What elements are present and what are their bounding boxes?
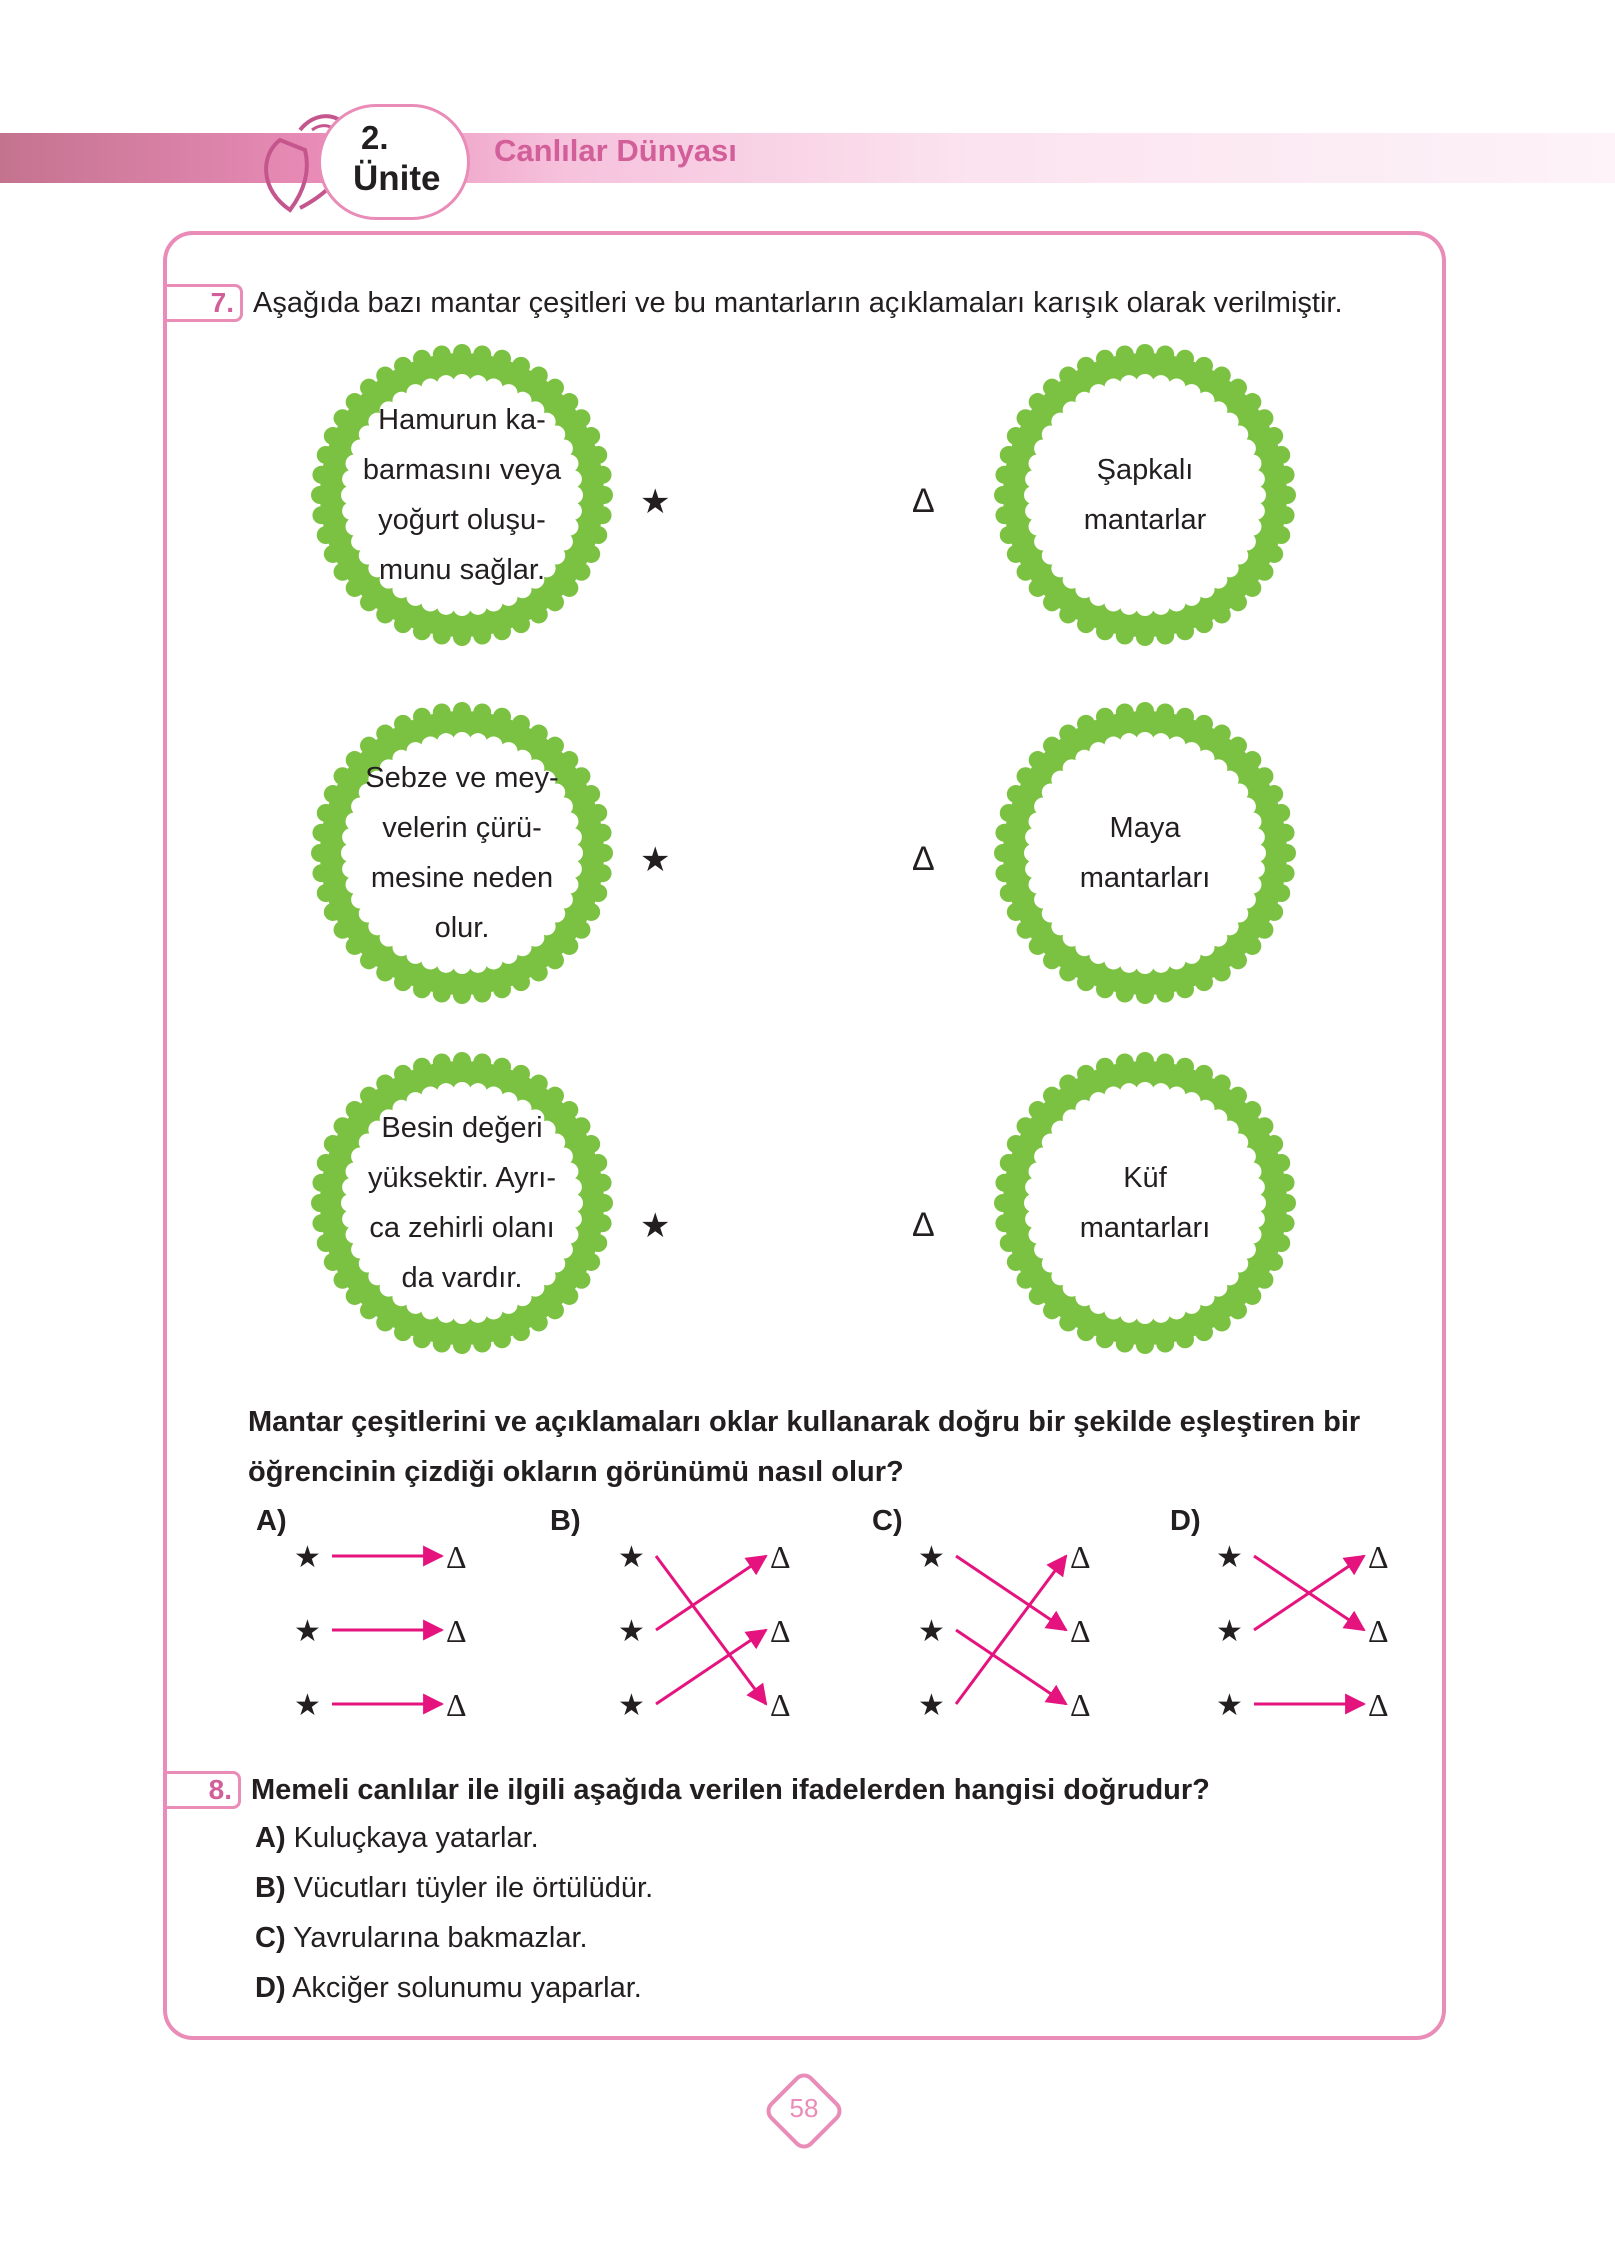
star-icon: ★: [1216, 1540, 1243, 1575]
triangle-icon: Δ: [912, 482, 935, 520]
option-c-label[interactable]: C): [872, 1505, 903, 1537]
answer-c[interactable]: C) Yavrularına bakmazlar.: [255, 1922, 588, 1954]
page-number: 58: [789, 2093, 819, 2123]
matching-arrow: [656, 1556, 766, 1704]
option-b-label[interactable]: B): [550, 1505, 581, 1537]
triangle-icon: Δ: [770, 1613, 791, 1649]
star-icon: ★: [294, 1540, 321, 1575]
star-icon: ★: [640, 483, 671, 521]
type-1-text: Şapkalı mantarlar: [1083, 454, 1207, 536]
triangle-icon: Δ: [1368, 1613, 1389, 1649]
star-icon: ★: [640, 841, 671, 879]
answer-a[interactable]: A) Kuluçkaya yatarlar.: [255, 1822, 539, 1854]
description-3-text: Besin değeri yüksektir. Ayrı- ca zehirli olanı da vardır.: [367, 1112, 557, 1294]
matching-arrow: [956, 1630, 1066, 1704]
matching-arrow: [956, 1556, 1066, 1630]
answer-d[interactable]: D) Akciğer solunumu yaparlar.: [255, 1972, 642, 2004]
question-8-text: Memeli canlılar ile ilgili aşağıda verilen ifadelerden hangisi doğrudur?: [251, 1774, 1210, 1806]
question-number-8: 8.: [163, 1771, 241, 1809]
star-icon: ★: [618, 1614, 645, 1649]
star-icon: ★: [618, 1540, 645, 1575]
chapter-title: Canlılar Dünyası: [494, 133, 737, 168]
question-7-line-1: Mantar çeşitlerini ve açıklamaları oklar kullanarak doğru bir şekilde eşleştiren bir: [248, 1406, 1361, 1438]
star-icon: ★: [618, 1688, 645, 1723]
star-icon: ★: [918, 1688, 945, 1723]
type-2-text: Maya mantarları: [1079, 812, 1211, 894]
matching-arrow: [656, 1630, 766, 1704]
type-3-text: Küf mantarları: [1079, 1162, 1211, 1244]
star-icon: ★: [1216, 1614, 1243, 1649]
description-1-text: Hamurun ka- barmasını veya yoğurt oluşu- munu sağlar.: [362, 404, 562, 586]
star-icon: ★: [640, 1207, 671, 1245]
star-icon: ★: [294, 1614, 321, 1649]
unit-number: 2.: [361, 119, 389, 156]
star-icon: ★: [918, 1614, 945, 1649]
triangle-icon: Δ: [1070, 1613, 1091, 1649]
triangle-icon: Δ: [770, 1539, 791, 1575]
star-icon: ★: [1216, 1688, 1243, 1723]
triangle-icon: Δ: [1368, 1687, 1389, 1723]
question-number-7: 7.: [163, 284, 243, 322]
triangle-icon: Δ: [770, 1687, 791, 1723]
option-d-label[interactable]: D): [1170, 1505, 1201, 1537]
question-7-line-2: öğrencinin çizdiği okların görünümü nasıl olur?: [248, 1456, 904, 1488]
triangle-icon: Δ: [446, 1613, 467, 1649]
option-a-label[interactable]: A): [256, 1505, 287, 1537]
triangle-icon: Δ: [1368, 1539, 1389, 1575]
triangle-icon: Δ: [912, 1206, 935, 1244]
answer-b[interactable]: B) Vücutları tüyler ile örtülüdür.: [255, 1872, 654, 1904]
triangle-icon: Δ: [446, 1539, 467, 1575]
star-icon: ★: [918, 1540, 945, 1575]
unit-label: Ünite: [353, 159, 441, 198]
description-2-text: Sebze ve mey- velerin çürü- mesine neden olur.: [365, 762, 559, 944]
triangle-icon: Δ: [1070, 1539, 1091, 1575]
question-7-prompt: Aşağıda bazı mantar çeşitleri ve bu mantarların açıklamaları karışık olarak verilmiştir.: [253, 287, 1343, 319]
matching-arrow: [656, 1556, 766, 1630]
matching-arrow: [956, 1556, 1066, 1704]
triangle-icon: Δ: [912, 840, 935, 878]
star-icon: ★: [294, 1688, 321, 1723]
triangle-icon: Δ: [446, 1687, 467, 1723]
triangle-icon: Δ: [1070, 1687, 1091, 1723]
